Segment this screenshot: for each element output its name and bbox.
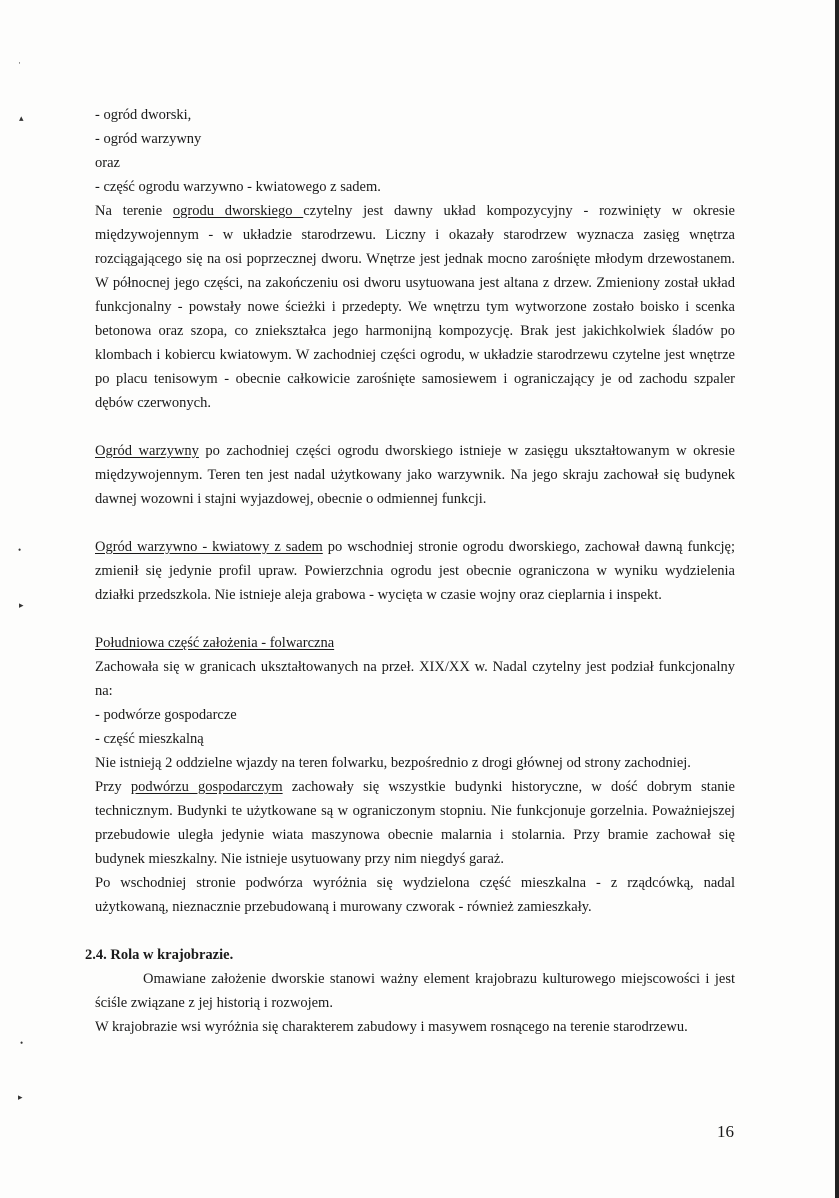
- paragraph-ogrod-warzywny: Ogród warzywny po zachodniej części ogrodu dworskiego istnieje w zasięgu ukształtowanym w okresie międzywojennym. Teren ten jest nadal użytkowany jako warzywnik. Na jego skraju zachował się budynek dawnej wozowni i stajni wyjazdowej, obecnie o odmiennej funkcji.: [95, 443, 735, 507]
- paragraph: Omawiane założenie dworskie stanowi ważny element krajobrazu kulturowego miejscowości i jest ściśle związane z jej historią i rozwojem.: [95, 971, 735, 1011]
- list-item: - część mieszkalną: [95, 731, 204, 747]
- list-item: - ogród dworski,: [95, 107, 192, 123]
- underlined-term: ogrodu dworskiego: [172, 203, 304, 219]
- document-body: [85, 103, 735, 1039]
- scan-mark: •: [18, 545, 22, 555]
- section-heading: 2.4. Rola w krajobrazie.: [85, 947, 234, 963]
- paragraph-ogrod-kwiatowy: Ogród warzywno - kwiatowy z sadem po wschodniej stronie ogrodu dworskiego, zachował dawną funkcję; zmienił się jedynie profil upraw. Powierzchnia ogrodu jest obecnie ograniczona w wyniku wydzielenia działki przedszkola. Nie istnieje aleja grabowa - wycięta w czasie wojny oraz cieplarnia i inspekt.: [95, 539, 735, 603]
- paragraph: Zachowała się w granicach ukształtowanych na przeł. XIX/XX w. Nadal czytelny jest podział funkcjonalny na:: [95, 659, 735, 699]
- list-item: - część ogrodu warzywno - kwiatowego z sadem.: [95, 179, 381, 195]
- underlined-term: podwórzu gospodarczym: [130, 779, 283, 795]
- scan-mark: •: [20, 1038, 24, 1048]
- list-connector: oraz: [95, 155, 120, 171]
- page-number: 16: [717, 1122, 734, 1141]
- underlined-term: Ogród warzywny: [95, 443, 199, 459]
- section-subtitle: Południowa część założenia - folwarczna: [95, 635, 335, 651]
- paragraph-ogrod-dworski: Na terenie ogrodu dworskiego czytelny jest dawny układ kompozycyjny - rozwinięty w okresie międzywojennym - w układzie starodrzewu. Liczny i okazały starodrzew wyznacza zasięg wnętrza rozciągającego się na osi poprzecznej dworu. Wnętrze jest jednak mocno zarośnięte młodym drzewostanem. W północnej jego części, na zakończeniu osi dworu usytuowana jest altana z drzew. Zmieniony został układ funkcjonalny - powstały nowe ścieżki i przedepty. We wnętrzu tym wytworzone zostało boisko i scenka betonowa oraz szopa, co zniekształca jego harmonijną kompozycję. Brak jest jakichkolwiek śladów po klombach i kobiercu kwiatowym. W zachodniej części ogrodu, w układzie starodrzewu czytelne jest wnętrze po placu tenisowym - obecnie całkowicie zarośnięte samosiewem i ograniczający je od zachodu szpaler dębów czerwonych.: [95, 203, 735, 411]
- underlined-term: Ogród warzywno - kwiatowy z sadem: [95, 539, 323, 555]
- list-item: - ogród warzywny: [95, 131, 202, 147]
- list-item: - podwórze gospodarcze: [95, 707, 237, 723]
- scan-mark: ▸: [18, 1092, 23, 1102]
- scan-mark: ▴: [19, 113, 24, 123]
- paragraph: W krajobrazie wsi wyróżnia się charakterem zabudowy i masywem rosnącego na terenie starodrzewu.: [95, 1019, 688, 1035]
- paragraph: Nie istnieją 2 oddzielne wjazdy na teren folwarku, bezpośrednio z drogi głównej od strony zachodniej.: [95, 755, 691, 771]
- scan-mark: ▸: [19, 600, 24, 610]
- paragraph: Po wschodniej stronie podwórza wyróżnia się wydzielona część mieszkalna - z rządcówką, nadal użytkowaną, nieznacznie przebudowaną i murowany czworak - również zamieszkały.: [95, 875, 735, 915]
- scan-mark: ·: [18, 58, 21, 68]
- paragraph-podworze: Przy podwórzu gospodarczym zachowały się wszystkie budynki historyczne, w dość dobrym stanie technicznym. Budynki te użytkowane są w ograniczonym stopniu. Nie funkcjonuje gorzelnia. Poważniejszej przebudowie uległa jedynie wiata maszynowa obecnie malarnia i stolarnia. Przy bramie zachował się budynek mieszkalny. Nie istnieje usytuowany przy nim niegdyś garaż.: [95, 779, 735, 867]
